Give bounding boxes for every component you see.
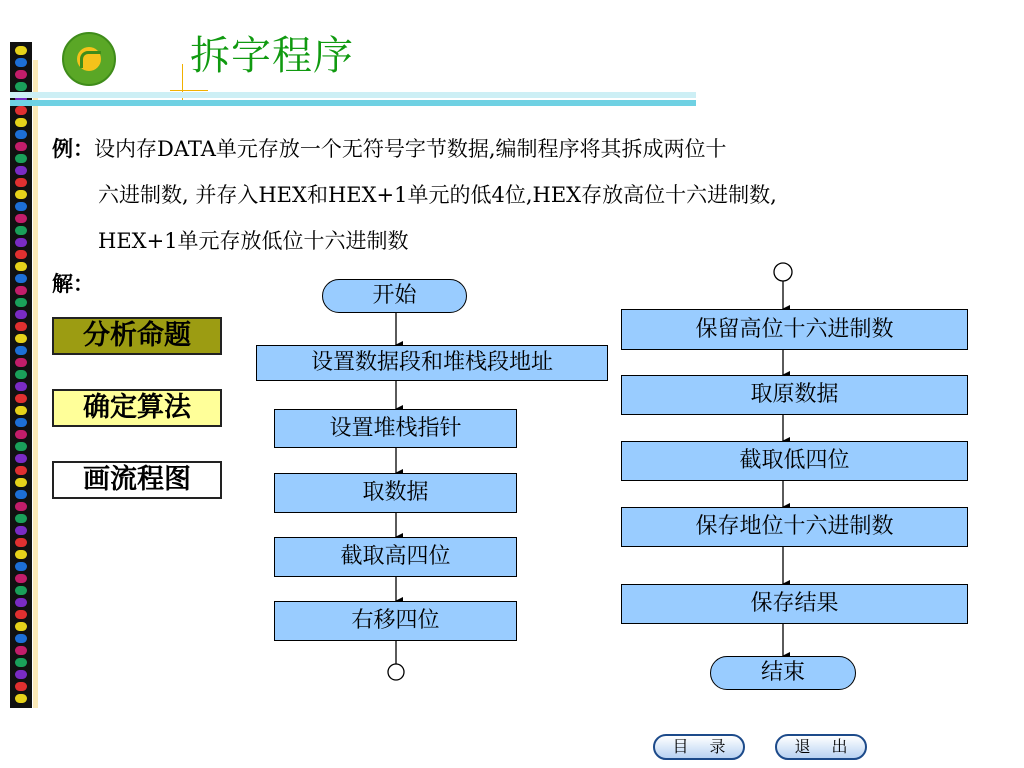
flow-shift-right-four: 右移四位 (274, 601, 517, 641)
contents-button[interactable]: 目 录 (653, 734, 745, 760)
problem-line-3: HEX+1单元存放低位十六进制数 (98, 229, 409, 253)
flow-save-result: 保存结果 (621, 584, 968, 624)
determine-algorithm-button[interactable]: 确定算法 (52, 389, 222, 427)
flow-start: 开始 (322, 279, 467, 313)
flow-set-stack-pointer: 设置堆栈指针 (274, 409, 517, 448)
draw-flowchart-button[interactable]: 画流程图 (52, 461, 222, 499)
solution-label: 解： (52, 271, 94, 296)
flow-extract-low-nibble: 截取低四位 (621, 441, 968, 481)
flow-get-data: 取数据 (274, 473, 517, 513)
flow-extract-high-nibble: 截取高四位 (274, 537, 517, 577)
page-title: 拆字程序 (190, 33, 354, 79)
flow-get-original-data: 取原数据 (621, 375, 968, 415)
flow-save-low-hex-digit: 保存地位十六进制数 (621, 507, 968, 547)
problem-line-1: 设内存DATA单元存放一个无符号字节数据,编制程序将其拆成两位十 (94, 137, 727, 161)
off-page-connector-left (388, 664, 404, 680)
example-label: 例： (52, 136, 94, 161)
analyze-problem-button[interactable]: 分析命题 (52, 317, 222, 355)
problem-line-2: 六进制数, 并存入HEX和HEX+1单元的低4位,HEX存放高位十六进制数, (98, 183, 777, 207)
off-page-connector-right (774, 263, 792, 281)
flow-set-segment-addresses: 设置数据段和堆栈段地址 (256, 345, 608, 381)
flow-end: 结束 (710, 656, 856, 690)
flow-keep-high-hex-digit: 保留高位十六进制数 (621, 309, 968, 350)
exit-button[interactable]: 退 出 (775, 734, 867, 760)
